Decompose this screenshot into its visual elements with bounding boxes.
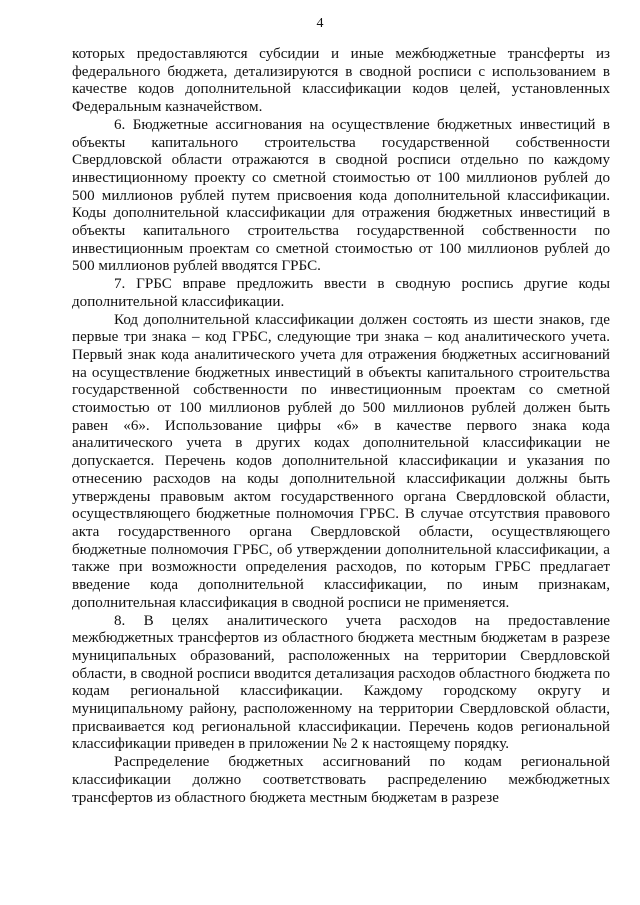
document-body: [72, 46, 610, 807]
page-number: 4: [316, 16, 324, 31]
paragraph-item-8: 8. В целях аналитического учета расходов на предоставление межбюджетных трансфертов из областного бюджета местным бюджетам в разрезе муниципальных образований, расположенных на территории Свердловской области, в сводной росписи вводится детализация расходов областного бюджета по кодам региональной классификации. Каждому городскому округу и муниципальному району, расположенному на территории Свердловской области, присваивается код региональной классификации. Перечень кодов региональной классификации приведен в приложении № 2 к настоящему порядку.: [72, 612, 610, 753]
paragraph-item-6: 6. Бюджетные ассигнования на осуществление бюджетных инвестиций в объекты капитального строительства государственной собственности Свердловской области отражаются в сводной росписи отдельно по каждому инвестиционному проекту со сметной стоимостью от 100 миллионов рублей до 500 миллионов рублей путем присвоения кода дополнительной классификации. Коды дополнительной классификации для отражения бюджетных инвестиций в объекты капитального строительства государственной собственности по инвестиционным проектам со сметной стоимостью от 100 миллионов рублей до 500 миллионов рублей вводятся ГРБС.: [72, 116, 610, 275]
paragraph-distribution: Распределение бюджетных ассигнований по кодам региональной классификации должно соответствовать распределению межбюджетных трансфертов из областного бюджета местным бюджетам в разрезе: [72, 754, 610, 806]
paragraph-continuation: которых предоставляются субсидии и иные межбюджетные трансферты из федерального бюджета, детализируются в сводной росписи с использованием в качестве кодов дополнительной классификации кодов целей, установленных Федеральным казначейством.: [72, 46, 610, 116]
paragraph-code-structure: Код дополнительной классификации должен состоять из шести знаков, где первые три знака – код ГРБС, следующие три знака – код аналитического учета. Первый знак кода аналитического учета для отражения бюджетных ассигнований на осуществление бюджетных инвестиций в объекты капитального строительства государственной собственности по инвестиционным проектам со сметной стоимостью от 100 миллионов рублей до 500 миллионов рублей должен быть равен «6». Использование цифры «6» в качестве первого знака кода аналитического учета в других кодах дополнительной классификации не допускается. Перечень кодов дополнительной классификации и указания по отнесению расходов на коды дополнительной классификации должны быть утверждены правовым актом государственного органа Свердловской области, осуществляющего бюджетные полномочия ГРБС. В случае отсутствия правового акта государственного органа Свердловской области, осуществляющего бюджетные полномочия ГРБС, об утверждении дополнительной классификации, а также при возможности определения расходов, по которым ГРБС предлагает введение кода дополнительной классификации, по иным признакам, дополнительная классификация в сводной росписи не применяется.: [72, 311, 610, 611]
paragraph-item-7: 7. ГРБС вправе предложить ввести в сводную роспись другие коды дополнительной классификации.: [72, 276, 610, 310]
